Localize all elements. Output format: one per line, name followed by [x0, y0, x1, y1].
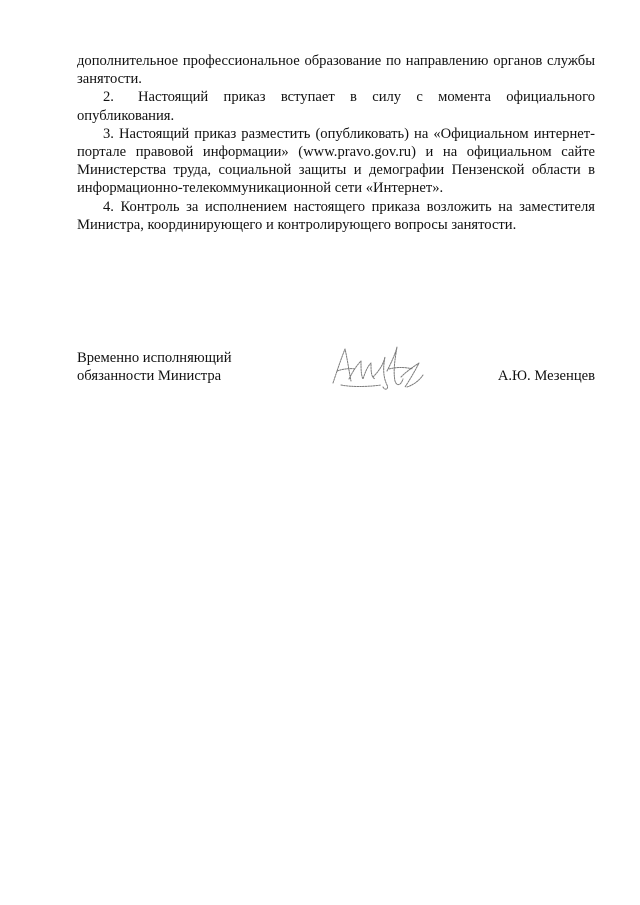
signatory-name: А.Ю. Мезенцев	[497, 368, 595, 384]
handwritten-signature	[327, 341, 427, 399]
signatory-title	[77, 349, 232, 385]
signatory-title-line-1: Временно исполняющий	[77, 350, 232, 366]
paragraph-2	[77, 88, 595, 124]
paragraph-2-text: Настоящий приказ вступает в силу с момента официального опубликования.	[77, 89, 595, 124]
signatory-title-line-2: обязанности Министра	[77, 368, 222, 385]
paragraph-1-continuation: дополнительное профессиональное образование по направлению органов службы занятости.	[77, 53, 595, 88]
signature-block	[77, 349, 595, 409]
paragraph-4: 4. Контроль за исполнением настоящего приказа возложить на заместителя Министра, координирующего и контролирующего вопросы занятости.	[77, 198, 595, 233]
paragraph-3: 3. Настоящий приказ разместить (опубликовать) на «Официальном интернет-портале правовой информации» (www.pravo.gov.ru) и на официальном сайте Министерства труда, социальной защиты и демографии Пензенской области в информационно-телекоммуникационной сети «Интернет».	[77, 125, 595, 197]
paragraph-2-number: 2.	[103, 89, 114, 106]
document-body	[77, 52, 595, 234]
